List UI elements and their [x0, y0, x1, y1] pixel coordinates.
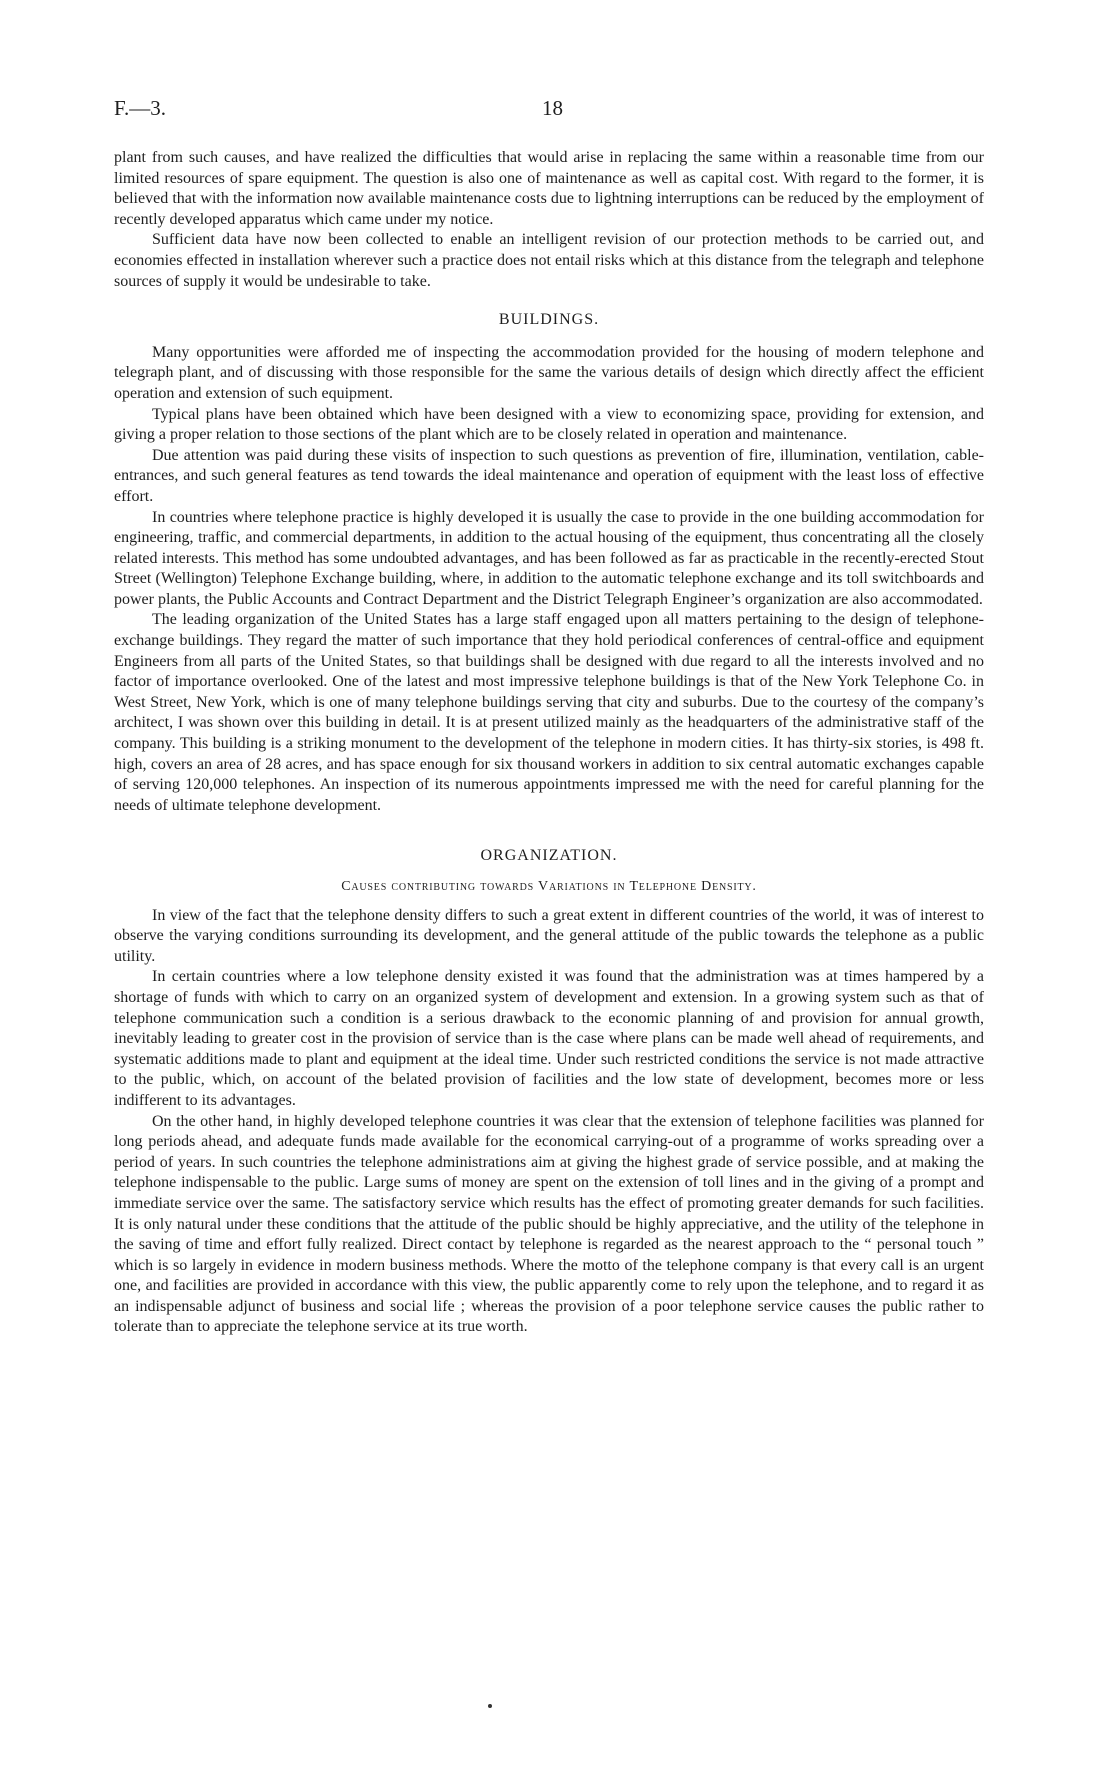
organization-heading: ORGANIZATION. [480, 847, 618, 865]
document-reference: F.—3. [114, 96, 166, 120]
organization-paragraph-2: In certain countries where a low telephone density existed it was found that the administration was at times hampered by a shortage of funds with which to carry on an organized system of development and extension. In a growing system such as that of telephone communication such a condition is a serious drawback to the economic planning of and provision for annual growth, inevitably leading to greater cost in the provision of service than is the case where plans can be made well ahead of requirements, and systematic additions made to plant and equipment at the ideal time. Under such restricted conditions the service is not made attractive to the public, which, on account of the belated provision of facilities and the low state of development, becomes more or less indifferent to its advantages. [114, 968, 984, 1109]
organization-paragraph-1: In view of the fact that the telephone density differs to such a great extent in different countries of the world, it was of interest to observe the varying conditions surrounding its development, and the general attitude of the public towards the telephone as a public utility. [114, 906, 984, 965]
buildings-paragraph-2: Typical plans have been obtained which have been designed with a view to economizing space, providing for extension, and giving a proper relation to those sections of the plant which are to be closely related in operation and maintenance. [114, 405, 984, 444]
intro-paragraph-1: plant from such causes, and have realized the difficulties that would arise in replacing the same within a reasonable time from our limited resources of spare equipment. The question is also one of maintenance as well as capital cost. With regard to the former, it is believed that with the information now available maintenance costs due to lightning interruptions can be reduced by the employment of recently developed apparatus which came under my notice. [114, 149, 984, 228]
buildings-paragraph-1: Many opportunities were afforded me of inspecting the accommodation provided for the housing of modern telephone and telegraph plant, and of discussing with those responsible for the same the various details of design which directly affect the efficient operation and extension of such equipment. [114, 343, 984, 402]
organization-paragraph-3: On the other hand, in highly developed telephone countries it was clear that the extension of telephone facilities was planned for long periods ahead, and adequate funds made available for the economical carrying-out of a programme of works spreading over a period of years. In such countries the telephone administrations aim at giving the highest grade of service possible, and at making the telephone indispensable to the public. Large sums of money are spent on the extension of toll lines and in the giving of a prompt and immediate service over the same. The satisfactory service which results has the effect of promoting greater demands for such facilities. It is only natural under these conditions that the attitude of the public should be highly appreciative, and the utility of the telephone in the saving of time and effort fully realized. Direct contact by telephone is regarded as the nearest approach to the “ personal touch ” which is so largely in evidence in modern business methods. Where the motto of the telephone company is that every call is an urgent one, and facilities are provided in accordance with this view, the public apparently come to rely upon the telephone, and to regard it as an indispensable adjunct of business and social life ; whereas the provision of a poor telephone service causes the public rather to tolerate than to appreciate the telephone service at its true worth. [114, 1112, 984, 1336]
page-body [114, 148, 984, 1338]
buildings-paragraph-3: Due attention was paid during these visits of inspection to such questions as prevention of fire, illumination, ventilation, cable-entrances, and such general features as tend towards the ideal maintenance and operation of equipment with the least loss of effective effort. [114, 446, 984, 505]
page-header [114, 96, 984, 136]
buildings-paragraph-5: The leading organization of the United States has a large staff engaged upon all matters pertaining to the design of telephone-exchange buildings. They regard the matter of such importance that they hold periodical conferences of central-office and equipment Engineers from all parts of the United States, so that buildings shall be designed with due regard to all the interests involved and no factor of importance overlooked. One of the latest and most impressive telephone buildings is that of the New York Telephone Co. in West Street, New York, which is one of many telephone buildings serving that city and suburbs. Due to the courtesy of the company’s architect, I was shown over this building in detail. It is at present utilized mainly as the headquarters of the administrative staff of the company. This building is a striking monument to the development of the telephone in modern cities. It has thirty-six stories, is 498 ft. high, covers an area of 28 acres, and has space enough for six thousand workers in addition to six central automatic exchanges capable of serving 120,000 telephones. An inspection of its numerous appointments impressed me with the need for careful planning for the needs of ultimate telephone development. [114, 611, 984, 814]
buildings-heading: BUILDINGS. [498, 311, 600, 329]
organization-subheading: Causes contributing towards Variations in Telephone Density. [341, 879, 757, 894]
page-number: 18 [542, 96, 563, 120]
buildings-paragraph-4: In countries where telephone practice is highly developed it is usually the case to provide in the one building accommodation for engineering, traffic, and commercial departments, in addition to the actual housing of the equipment, thus concentrating all the closely related interests. This method has some undoubted advantages, and has been followed as far as practicable in the recently-erected Stout Street (Wellington) Telephone Exchange building, where, in addition to the automatic telephone exchange and its toll switchboards and power plants, the Public Accounts and Contract Department and the District Telegraph Engineer’s organization are also accommodated. [114, 508, 984, 608]
intro-paragraph-2: Sufficient data have now been collected to enable an intelligent revision of our protection methods to be carried out, and economies effected in installation wherever such a practice does not entail risks which at this distance from the telegraph and telephone sources of supply it would be undesirable to take. [114, 231, 984, 290]
ink-dot [488, 1704, 492, 1708]
